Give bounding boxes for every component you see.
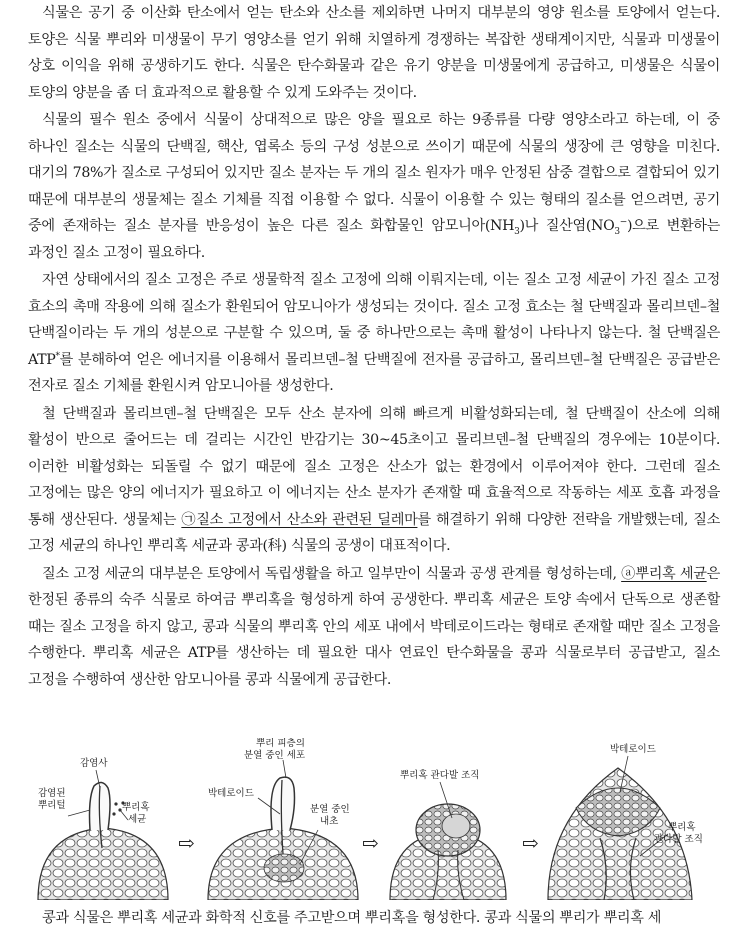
- panel-4-mature-nodule: [548, 743, 703, 900]
- label-dividing-cortex-1: 뿌리 피층의: [256, 738, 305, 749]
- paragraph-3: 자연 상태에서의 질소 고정은 주로 생물학적 질소 고정에 의해 이뤄지는데, 이는 질소 고정 세균이 가진 질소 고정 효소의 촉매 작용에 의해 질소가 환원되어 암모니아가 생성되는 것이다. 질소 고정 효소는 철 단백질과 몰리브덴–철 단백질이라는 두 개의 성분으로 구분할 수 있으며, 둘 중 하나만으로는 촉매 활성이 나타나지 않는다. 철 단백질은 ATP*를 분해하여 얻은 에너지를 이용해서 몰리브덴–철 단백질에 전자를 공급하고, 몰리브덴–철 단백질은 공급받은 전자로 질소 기체를 환원시켜 암모니아를 생성한다.: [28, 272, 720, 394]
- figure-caption-text: 콩과 식물은 뿌리혹 세균과 화학적 신호를 주고받으며 뿌리혹을 형성한다. 콩과 식물의 뿌리가 뿌리혹 세: [42, 910, 662, 926]
- paragraph-2: 식물의 필수 원소 중에서 식물이 상대적으로 많은 양을 필요로 하는 9종류를 다량 영양소라고 하는데, 이 중 하나인 질소는 식물의 단백질, 핵산, 엽록소 등의 구성 성분으로 쓰이기 때문에 식물의 생장에 큰 영향을 미친다. 대기의 78%가 질소로 구성되어 있지만 질소 분자는 두 개의 질소 원자가 매우 안정된 삼중 결합으로 결합되어 있기 때문에 대부분의 생물체는 질소 기체를 직접 이용할 수 없다. 식물이 이용할 수 있는 형태의 질소를 얻으려면, 공기 중에 존재하는 질소 분자를 반응성이 높은 다른 질소 화합물인 암모니아$(NH_3)$나 질산염$(NO_3^-)$으로 변환하는 과정인 질소 고정이 필요하다.: [28, 112, 721, 261]
- label-nodule-vascular-3: 뿌리혹 관다발 조직: [400, 770, 480, 781]
- paragraph-4: 철 단백질과 몰리브덴–철 단백질은 모두 산소 분자에 의해 빠르게 비활성화되는데, 철 단백질이 산소에 의해 활성이 반으로 줄어드는 데 걸리는 시간인 반감기는 30~45초이고 몰리브덴–철 단백질의 경우에는 10분이다. 이러한 비활성화는 되돌릴 수 없기 때문에 질소 고정은 산소가 없는 환경에서 이루어져야 한다. 그런데 질소 고정에는 많은 양의 에너지가 필요하고 이 에너지는 산소 분자가 존재할 때 효율적으로 작동하는 세포 호흡 과정을 통해 생산된다. 생물체는 ㉠질소 고정에서 산소와 관련된 딜레마를 해결하기 위해 다양한 전략을 개발했는데, 질소 고정 세균의 하나인 뿌리혹 세균과 콩과(科) 식물의 공생이 대표적이다.: [28, 405, 720, 554]
- panel-1-infection: [38, 757, 168, 900]
- arrow-icon: ⇨: [362, 831, 379, 855]
- label-nodule-vascular-4-1: 뿌리혹: [668, 822, 696, 833]
- label-dividing-pericycle-1: 분열 중인: [310, 804, 350, 815]
- figure-illustration: [28, 738, 720, 900]
- label-bacteroid-2: 박테로이드: [208, 788, 254, 799]
- label-infected-root-hair-2: 뿌리털: [38, 800, 66, 811]
- label-rhizobium-2: 세균: [128, 814, 147, 825]
- label-dividing-cortex-2: 분열 중인 세포: [244, 750, 306, 761]
- arrow-icon: ⇨: [522, 831, 539, 855]
- label-bacteroid-4: 박테로이드: [610, 744, 656, 755]
- underlined-term-rhizobium: ⓐ뿌리혹 세균: [621, 565, 707, 582]
- label-infection-thread: 감염사: [80, 758, 108, 769]
- paragraph-1: 식물은 공기 중 이산화 탄소에서 얻는 탄소와 산소를 제외하면 나머지 대부분의 영양 원소를 토양에서 얻는다. 토양은 식물 뿌리와 미생물이 무기 영양소를 얻기 위해 치열하게 경쟁하는 복잡한 생태계이지만, 식물과 미생물이 상호 이익을 위해 공생하기도 한다. 식물은 탄수화물과 같은 유기 양분을 미생물에게 공급하고, 미생물은 식물이 토양의 양분을 좀 더 효과적으로 활용할 수 있게 도와주는 것이다.: [28, 5, 720, 101]
- label-dividing-pericycle-2: 내초: [320, 816, 339, 827]
- panel-2-cell-division: [208, 738, 358, 900]
- label-nodule-vascular-4-2: 관다발 조직: [654, 834, 703, 845]
- label-rhizobium-1: 뿌리혹: [122, 802, 150, 813]
- nodule-formation-figure: [28, 738, 720, 900]
- paragraph-5: 질소 고정 세균의 대부분은 토양에서 독립생활을 하고 일부만이 식물과 공생 관계를 형성하는데, ⓐ뿌리혹 세균은 한정된 종류의 숙주 식물로 하여금 뿌리혹을 형성하게 하여 공생한다. 뿌리혹 세균은 토양 속에서 단독으로 생존할 때는 질소 고정을 하지 않고, 콩과 식물의 뿌리혹 안의 세포 내에서 박테로이드라는 형태로 존재할 때만 질소 고정을 수행한다. 뿌리혹 세균은 ATP를 생산하는 데 필요한 대사 연료인 탄수화물을 콩과 식물로부터 공급받고, 질소 고정을 수행하여 생산한 암모니아를 콩과 식물에게 공급한다.: [28, 565, 720, 688]
- article-body: [28, 0, 721, 926]
- label-infected-root-hair-1: 감염된: [38, 788, 66, 799]
- underlined-term-dilemma: ㉠질소 고정에서 산소와 관련된 딜레마: [181, 511, 418, 528]
- arrow-icon: ⇨: [178, 831, 195, 855]
- panel-3-nodule-vascular: [390, 769, 506, 900]
